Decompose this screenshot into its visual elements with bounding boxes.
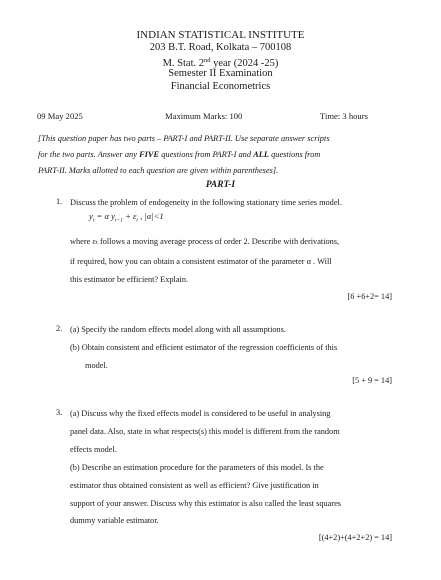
- question-marks: [(4+2)+(4+2+2) = 14]: [318, 533, 392, 542]
- part-title: PART-I: [205, 180, 236, 190]
- question-text-line: where εₜ follows a moving average process of order 2. Describe with derivations,: [70, 237, 340, 246]
- instruction-text: for the two parts. Answer any: [38, 150, 140, 159]
- equation-part: y: [89, 211, 93, 221]
- equation-subscript: t−1: [114, 217, 123, 224]
- question-number: 3.: [56, 408, 63, 417]
- question-text-line: (b) Describe an estimation procedure for the parameters of this model. Is the: [70, 463, 324, 472]
- question-text-line: panel data. Also, state in what respects(s) this model is different from the random: [70, 427, 340, 436]
- course-title: Financial Econometrics: [170, 81, 271, 92]
- question-text-line: estimator thus obtained consistent as well as efficient? Give justification in: [70, 481, 319, 490]
- equation-part: = α y: [94, 211, 115, 221]
- question-number: 2.: [56, 324, 63, 333]
- equation-part: + ε: [122, 211, 137, 221]
- question-text-line: model.: [85, 361, 108, 370]
- question-text-line: support of your answer. Discuss why this estimator is also called the least squares: [70, 499, 341, 508]
- exam-date: 09 May 2025: [37, 111, 83, 121]
- equation-subscript: t: [92, 217, 95, 224]
- instruction-text: questions from: [268, 150, 321, 159]
- instruction-line-3: PART-II. Marks allotted to each question are given within parentheses].: [38, 166, 279, 175]
- question-text-line: this estimator be efficient? Explain.: [70, 275, 189, 284]
- question-number: 1.: [56, 197, 63, 206]
- question-marks: [5 + 9 = 14]: [352, 376, 392, 385]
- institute-name: INDIAN STATISTICAL INSTITUTE: [136, 29, 305, 41]
- instruction-line-2: [38, 147, 404, 163]
- program-sup: nd: [203, 57, 211, 64]
- equation-condition: , |α|<1: [137, 211, 164, 221]
- question-text-line: Discuss the problem of endogeneity in the following stationary time series model.: [70, 198, 342, 207]
- max-marks: Maximum Marks: 100: [165, 111, 243, 121]
- question-text-line: (a) Specify the random effects model along with all assumptions.: [70, 325, 286, 334]
- question-text-line: (a) Discuss why the fixed effects model is considered to be useful in analysing: [70, 409, 331, 418]
- model-equation: [89, 211, 164, 224]
- exam-title: Semester II Examination: [168, 68, 273, 79]
- exam-time: Time: 3 hours: [320, 111, 368, 121]
- question-text-line: effects model.: [70, 445, 117, 454]
- instruction-emphasis-all: ALL: [253, 150, 269, 159]
- instructions-block: [38, 131, 404, 179]
- equation-subscript: t: [136, 217, 138, 224]
- instruction-line-1: [This question paper has two parts – PART-I and PART-II. Use separate answer scripts: [38, 134, 330, 143]
- question-text-line: if required, how you can obtain a consistent estimator of the parameter α . Will: [70, 257, 332, 266]
- question-marks: [6 +6+2= 14]: [347, 292, 392, 301]
- program-suffix: year (2024 -25): [210, 58, 279, 69]
- question-text-line: dummy variable estimator.: [70, 516, 159, 525]
- program-prefix: M. Stat. 2: [162, 58, 204, 69]
- instruction-text: questions from PART-I and: [159, 150, 254, 159]
- instruction-emphasis-five: FIVE: [139, 150, 160, 159]
- question-text-line: (b) Obtain consistent and efficient estimator of the regression coefficients of this: [70, 343, 338, 352]
- institute-address: 203 B.T. Road, Kolkata – 700108: [149, 42, 292, 53]
